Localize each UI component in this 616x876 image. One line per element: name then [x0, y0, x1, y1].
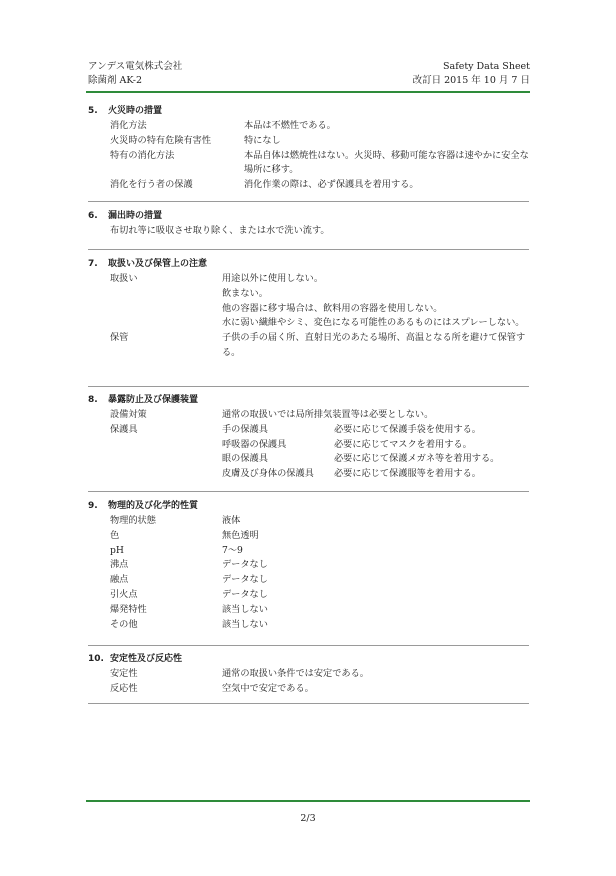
header-left [88, 60, 182, 88]
section-8-title: 8. 暴露防止及び保護装置 [88, 395, 199, 405]
divider [88, 201, 529, 202]
handling-row: 他の容器に移す場合は、飲料用の容器を使用しない。 [222, 302, 443, 314]
property-row: 融点 データなし [110, 574, 268, 586]
handling-row: 水に弱い繊維やシミ、変色になる可能性のあるものにはスプレーしない。 [222, 317, 525, 329]
header-rule [86, 91, 530, 93]
section-7-title: 7. 取扱い及び保管上の注意 [88, 259, 208, 269]
divider [88, 703, 529, 704]
handling-row: 取扱い 用途以外に使用しない。 [110, 273, 324, 284]
property-row: 爆発特性 該当しない [110, 603, 268, 615]
section-5-title: 5. 火災時の措置 [88, 106, 163, 116]
divider [88, 249, 529, 250]
section-5 [88, 104, 530, 193]
doc-title: Safety Data Sheet [443, 61, 530, 72]
header-right [413, 60, 530, 88]
section-9 [88, 499, 530, 632]
firefighter-protection-row: 消化を行う者の保護 消化作業の際は、必ず保護具を着用する。 [110, 179, 419, 191]
revision-date: 改訂日 2015 年 10 月 7 日 [412, 75, 530, 86]
section-10-title: 10. 安定性及び反応性 [88, 654, 183, 664]
property-row: 色 無色透明 [110, 529, 259, 541]
divider [88, 491, 529, 492]
section-10 [88, 652, 530, 697]
specific-extinguishing-row: 特有の消化方法 本品自体は燃焼性はない。火災時、移動可能な容器は速やかに安全な場所に移す。 [110, 149, 529, 176]
handling-row: 飲まない。 [222, 287, 268, 299]
page-number: 2/3 [300, 813, 316, 824]
property-row: その他 該当しない [110, 618, 268, 630]
section-8 [88, 393, 530, 482]
ppe-row: 呼吸器の保護具 必要に応じてマスクを着用する。 [222, 438, 472, 450]
section-6-title: 6. 漏出時の措置 [88, 211, 163, 221]
product-name: 除菌剤 AK-2 [88, 75, 143, 86]
property-row: 物理的状態 液体 [110, 515, 241, 526]
property-row: pH 7～9 [110, 544, 243, 556]
section-9-title: 9. 物理的及び化学的性質 [88, 501, 199, 511]
spill-measure-text: 布切れ等に吸収させ取り除く、または水で洗い流す。 [110, 225, 330, 236]
specific-hazard-row: 火災時の特有危険有害性 特になし [110, 134, 281, 146]
footer-rule [86, 800, 530, 802]
facility-row: 設備対策 通常の取扱いでは局所排気装置等は必要としない。 [110, 409, 434, 420]
ppe-row: 眼の保護具 必要に応じて保護メガネ等を着用する。 [222, 453, 500, 465]
extinguishing-method-row: 消化方法 本品は不燃性である。 [110, 120, 336, 131]
section-6 [88, 209, 530, 239]
storage-row: 保管 子供の手の届く所、直射日光のあたる場所、高温となる所を避けて保管する。 [110, 332, 526, 358]
reactivity-row: 反応性 空気中で安定である。 [110, 682, 314, 694]
ppe-row: 保護具 手の保護具 必要に応じて保護手袋を使用する。 [110, 423, 481, 435]
property-row: 沸点 データなし [110, 559, 268, 571]
company-name: アンデス電気株式会社 [88, 61, 183, 72]
ppe-row: 皮膚及び身体の保護具 必要に応じて保護服等を着用する。 [222, 468, 481, 480]
divider [88, 386, 529, 387]
property-row: 引火点 データなし [110, 588, 268, 600]
section-7 [88, 257, 530, 361]
divider [88, 645, 529, 646]
stability-row: 安定性 通常の取扱い条件では安定である。 [110, 668, 369, 679]
